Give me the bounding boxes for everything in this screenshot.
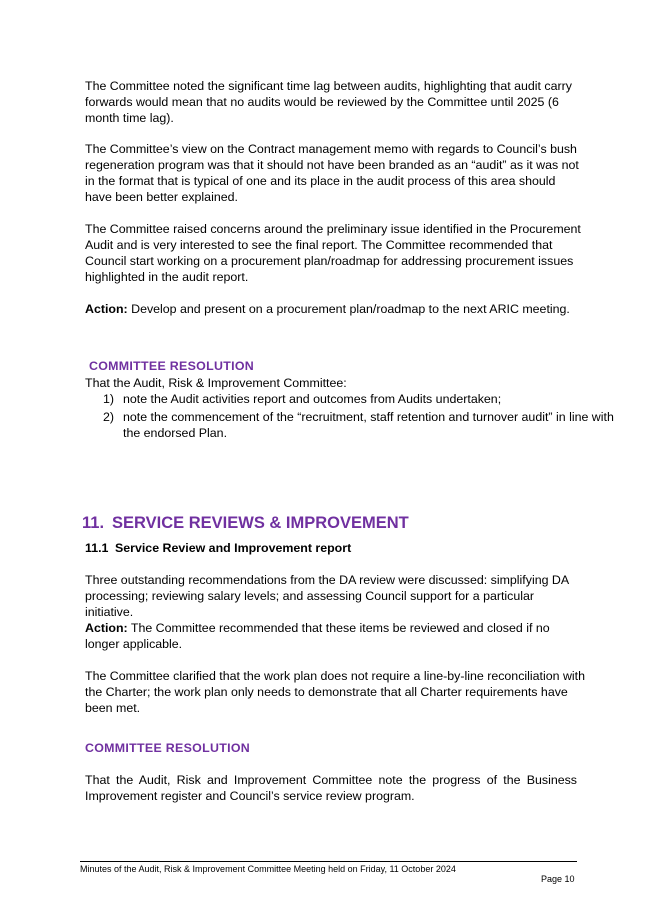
action-text: Develop and present on a procurement plan/roadmap to the next ARIC meeting. <box>127 302 570 316</box>
section-heading <box>82 512 409 534</box>
resolution-intro: That the Audit, Risk & Improvement Committee: <box>85 376 347 390</box>
footer-text: Minutes of the Audit, Risk & Improvement Committee Meeting held on Friday, 11 October 2024 <box>80 864 456 874</box>
list-item-number: 1) <box>103 392 115 406</box>
paragraph-text: The Committee noted the significant time lag between audits, highlighting that audit carry forwards would mean that no audits would be reviewed by the Committee until 2025 (6 month time lag). <box>85 79 572 125</box>
paragraph-procurement-audit <box>85 221 585 285</box>
paragraph-text: Three outstanding recommendations from the DA review were discussed: simplifying DA processing; reviewing salary levels; and assessing Council support for a particular initiative. <box>85 573 569 619</box>
subsection-number: 11.1 <box>85 541 109 555</box>
subsection-title: Service Review and Improvement report <box>115 541 352 555</box>
action-label: Action: <box>85 621 128 635</box>
action-procurement-plan <box>85 301 585 317</box>
paragraph-text: That the Audit, Risk and Improvement Committee note the progress of the Business Improvement register and Council’s service review program. <box>85 773 577 803</box>
paragraph-text: The Committee clarified that the work plan does not require a line-by-line reconciliation with the Charter; the work plan only needs to demonstrate that all Charter requirements have been met. <box>85 669 585 715</box>
action-text: The Committee recommended that these items be reviewed and closed if no longer applicable. <box>85 621 550 651</box>
section-number: 11. <box>82 514 105 532</box>
paragraph-audit-time-lag <box>85 78 585 126</box>
resolution-list <box>85 391 623 443</box>
subsection-heading <box>85 540 351 556</box>
list-item-text: note the commencement of the “recruitment, staff retention and turnover audit” in line with the endorsed Plan. <box>123 410 614 440</box>
page-number: Page 10 <box>541 874 575 884</box>
paragraph-da-review <box>85 572 585 620</box>
resolution-text <box>85 772 577 804</box>
committee-resolution-heading: COMMITTEE RESOLUTION <box>89 359 255 373</box>
paragraph-work-plan <box>85 668 585 716</box>
paragraph-text: The Committee’s view on the Contract management memo with regards to Council’s bush regeneration program was that it should not have been branded as an “audit” as it was not in the format that is typical of one and its place in the audit process of this area should have been better explained. <box>85 142 579 204</box>
list-item-number: 2) <box>103 410 115 424</box>
paragraph-text: The Committee raised concerns around the preliminary issue identified in the Procurement Audit and is very interested to see the final report. The Committee recommended that Council start working on a procurement plan/roadmap for addressing procurement issues highlighted in the audit report. <box>85 222 581 284</box>
footer-divider <box>80 861 577 862</box>
paragraph-contract-memo <box>85 141 585 205</box>
section-title: SERVICE REVIEWS & IMPROVEMENT <box>112 514 409 532</box>
list-item <box>103 409 623 441</box>
list-item <box>103 391 623 407</box>
list-item-text: note the Audit activities report and outcomes from Audits undertaken; <box>123 392 502 406</box>
action-close-items <box>85 620 585 652</box>
action-label: Action: <box>85 302 128 316</box>
committee-resolution-heading: COMMITTEE RESOLUTION <box>85 741 251 755</box>
